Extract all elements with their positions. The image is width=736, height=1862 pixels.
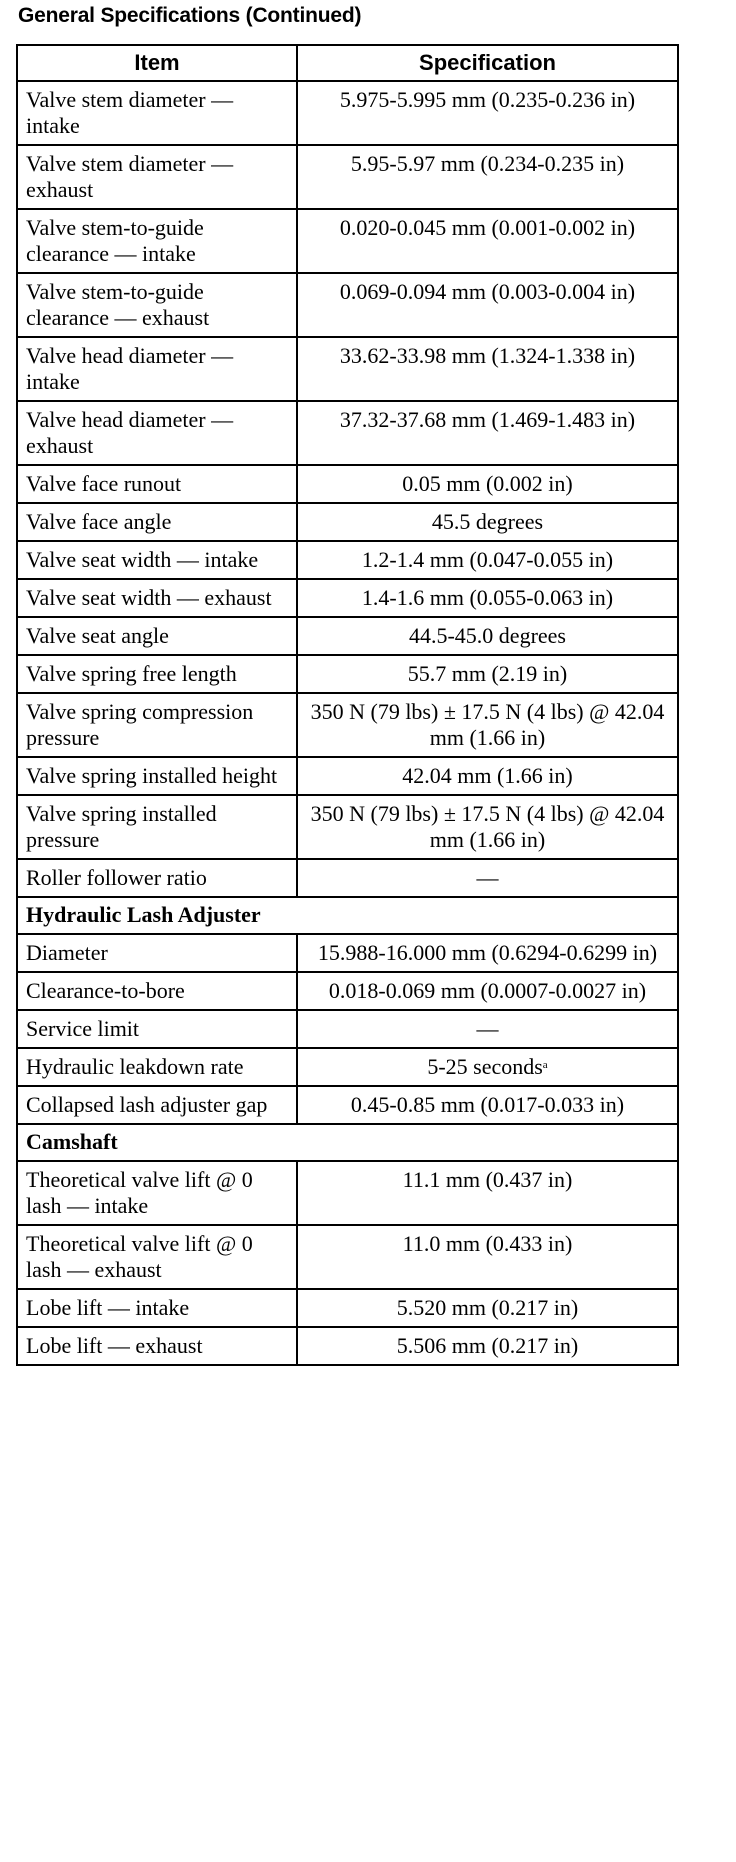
table-row	[17, 1161, 678, 1225]
table-row	[17, 579, 678, 617]
spec-cell: 5.506 mm (0.217 in)	[297, 1327, 678, 1365]
spec-cell: 0.05 mm (0.002 in)	[297, 465, 678, 503]
table-row	[17, 934, 678, 972]
table-row	[17, 209, 678, 273]
spec-cell	[297, 1048, 678, 1086]
spec-value: 5-25 seconds	[427, 1054, 543, 1079]
table-row	[17, 81, 678, 145]
spec-cell: 1.2-1.4 mm (0.047-0.055 in)	[297, 541, 678, 579]
spec-cell: 0.020-0.045 mm (0.001-0.002 in)	[297, 209, 678, 273]
spec-cell: 1.4-1.6 mm (0.055-0.063 in)	[297, 579, 678, 617]
item-cell: Collapsed lash adjuster gap	[17, 1086, 297, 1124]
table-row	[17, 655, 678, 693]
spec-cell: 5.520 mm (0.217 in)	[297, 1289, 678, 1327]
spec-cell: 350 N (79 lbs) ± 17.5 N (4 lbs) @ 42.04 mm (1.66 in)	[297, 795, 678, 859]
spec-cell: 0.018-0.069 mm (0.0007-0.0027 in)	[297, 972, 678, 1010]
table-row	[17, 1327, 678, 1365]
spec-cell: 350 N (79 lbs) ± 17.5 N (4 lbs) @ 42.04 mm (1.66 in)	[297, 693, 678, 757]
table-row	[17, 693, 678, 757]
spec-cell: 45.5 degrees	[297, 503, 678, 541]
spec-cell: 33.62-33.98 mm (1.324-1.338 in)	[297, 337, 678, 401]
spec-cell: —	[297, 1010, 678, 1048]
item-cell: Valve spring compression pressure	[17, 693, 297, 757]
footnote-marker: a	[542, 1059, 548, 1071]
spec-cell: 5.975-5.995 mm (0.235-0.236 in)	[297, 81, 678, 145]
spec-cell: 0.069-0.094 mm (0.003-0.004 in)	[297, 273, 678, 337]
spec-cell: —	[297, 859, 678, 897]
item-cell: Diameter	[17, 934, 297, 972]
table-row	[17, 1289, 678, 1327]
item-cell: Valve stem-to-guide clearance — intake	[17, 209, 297, 273]
item-cell: Valve spring installed pressure	[17, 795, 297, 859]
spec-cell: 11.1 mm (0.437 in)	[297, 1161, 678, 1225]
item-cell: Valve face angle	[17, 503, 297, 541]
item-cell: Valve spring installed height	[17, 757, 297, 795]
item-cell: Valve seat angle	[17, 617, 297, 655]
spec-cell: 55.7 mm (2.19 in)	[297, 655, 678, 693]
table-row	[17, 145, 678, 209]
item-cell: Theoretical valve lift @ 0 lash — exhaust	[17, 1225, 297, 1289]
table-row	[17, 503, 678, 541]
table-row	[17, 541, 678, 579]
table-header-row	[17, 45, 678, 81]
spec-cell: 42.04 mm (1.66 in)	[297, 757, 678, 795]
table-row	[17, 1010, 678, 1048]
item-cell: Valve stem diameter — exhaust	[17, 145, 297, 209]
spec-cell: 44.5-45.0 degrees	[297, 617, 678, 655]
table-row	[17, 401, 678, 465]
specifications-table	[16, 44, 679, 1366]
table-row	[17, 757, 678, 795]
spec-cell: 5.95-5.97 mm (0.234-0.235 in)	[297, 145, 678, 209]
item-cell: Valve spring free length	[17, 655, 297, 693]
table-row	[17, 859, 678, 897]
section-row-hydraulic-lash-adjuster	[17, 897, 678, 934]
item-cell: Clearance-to-bore	[17, 972, 297, 1010]
table-row	[17, 617, 678, 655]
item-cell: Valve head diameter — intake	[17, 337, 297, 401]
section-row-camshaft	[17, 1124, 678, 1161]
item-cell: Lobe lift — intake	[17, 1289, 297, 1327]
item-cell: Valve head diameter — exhaust	[17, 401, 297, 465]
item-cell: Valve face runout	[17, 465, 297, 503]
spec-cell: 15.988-16.000 mm (0.6294-0.6299 in)	[297, 934, 678, 972]
item-cell: Valve seat width — intake	[17, 541, 297, 579]
table-row	[17, 972, 678, 1010]
section-heading: Camshaft	[17, 1124, 678, 1161]
spec-cell: 11.0 mm (0.433 in)	[297, 1225, 678, 1289]
column-header-item: Item	[17, 45, 297, 81]
table-row	[17, 337, 678, 401]
item-cell: Lobe lift — exhaust	[17, 1327, 297, 1365]
section-heading: Hydraulic Lash Adjuster	[17, 897, 678, 934]
spec-cell: 37.32-37.68 mm (1.469-1.483 in)	[297, 401, 678, 465]
item-cell: Valve stem-to-guide clearance — exhaust	[17, 273, 297, 337]
item-cell: Service limit	[17, 1010, 297, 1048]
table-row	[17, 273, 678, 337]
item-cell: Hydraulic leakdown rate	[17, 1048, 297, 1086]
column-header-specification: Specification	[297, 45, 678, 81]
table-row	[17, 1086, 678, 1124]
spec-cell: 0.45-0.85 mm (0.017-0.033 in)	[297, 1086, 678, 1124]
table-row	[17, 795, 678, 859]
item-cell: Theoretical valve lift @ 0 lash — intake	[17, 1161, 297, 1225]
table-row	[17, 1225, 678, 1289]
item-cell: Valve seat width — exhaust	[17, 579, 297, 617]
item-cell: Valve stem diameter — intake	[17, 81, 297, 145]
table-row	[17, 465, 678, 503]
table-row	[17, 1048, 678, 1086]
item-cell: Roller follower ratio	[17, 859, 297, 897]
page-title: General Specifications (Continued)	[18, 4, 362, 27]
